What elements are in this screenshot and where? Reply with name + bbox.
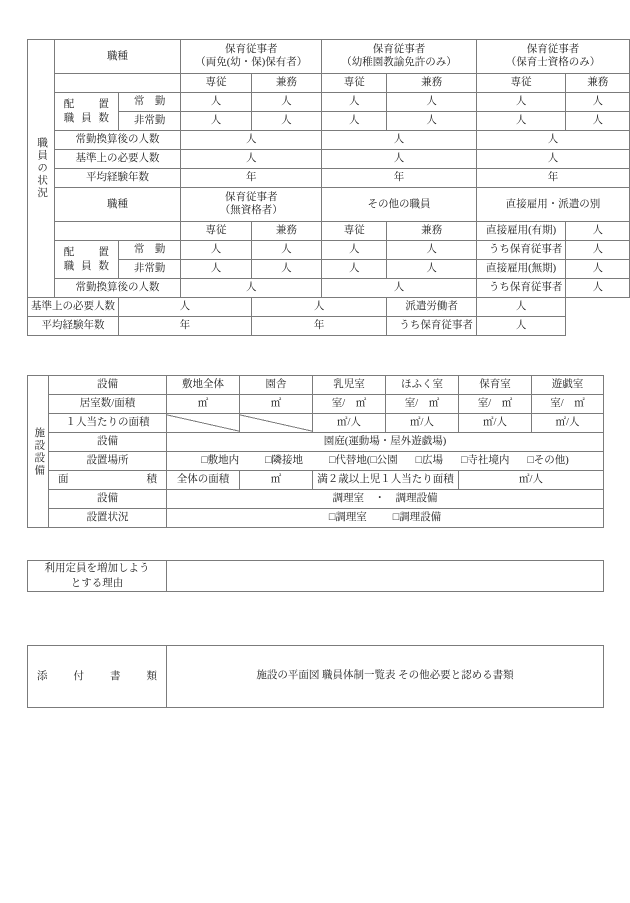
yard-area-total-value[interactable]: ㎡ xyxy=(240,471,313,490)
staff-group2-sub-4: 兼務 xyxy=(387,222,477,241)
staff-group1-row-label-parttime: 非常勤 xyxy=(119,112,181,131)
checkbox-kitchen-equipment[interactable]: □調理設備 xyxy=(392,512,442,524)
yard-area-label: 面 積 xyxy=(49,471,167,490)
staff-g1-parttime-c1[interactable]: 人 xyxy=(181,112,251,131)
staff-group1-type-label: 職種 xyxy=(54,40,181,74)
staff-g1-parttime-c3[interactable]: 人 xyxy=(322,112,387,131)
attachment-table xyxy=(27,645,604,708)
staff-g1-req-v3[interactable]: 人 xyxy=(476,150,629,169)
staff-group2-subheader-blank xyxy=(54,222,181,241)
kitchen-equipment-label: 設備 xyxy=(49,490,167,509)
staff-group2-placement-l2: 職員数 xyxy=(63,260,109,272)
staff-group2-required-label: 基準上の必要人数 xyxy=(28,298,119,317)
staff-g1-fulltime-c3[interactable]: 人 xyxy=(322,93,387,112)
staff-group1-placement-label xyxy=(54,93,118,131)
staff-group2-placement-l1: 配 置 xyxy=(63,247,109,259)
staff-group1-row-label-fulltime: 常 勤 xyxy=(119,93,181,112)
attachment-items: 施設の平面図 職員体制一覧表 その他必要と認める書類 xyxy=(167,646,604,708)
staff-group1-placement-l1: 配 置 xyxy=(63,99,109,111)
staff-g1-fulltime-c4[interactable]: 人 xyxy=(387,93,477,112)
staff-group1-fulltime-row xyxy=(28,93,630,112)
staff-group2-row-label-fulltime: 常 勤 xyxy=(119,241,181,260)
checkbox-adjacent[interactable]: □隣接地 xyxy=(265,455,303,467)
facility-rooms-area-row xyxy=(28,395,604,414)
facility-rooms-infant[interactable]: 室/ ㎡ xyxy=(313,395,386,414)
staff-g2-fte-v2[interactable]: 人 xyxy=(322,279,477,298)
staff-group2-fte-label: 常勤換算後の人数 xyxy=(54,279,181,298)
facility-per-person-label: １人当たりの面積 xyxy=(49,414,167,433)
facility-equipment-table xyxy=(27,375,604,528)
yard-area-row xyxy=(28,471,604,490)
facility-rooms-building[interactable]: ㎡ xyxy=(240,395,313,414)
facility-per-person-row xyxy=(28,414,604,433)
staff-group1-sub-5: 専従 xyxy=(476,74,566,93)
staff-g1-exp-v3[interactable]: 年 xyxy=(476,169,629,188)
staff-group1-required-label: 基準上の必要人数 xyxy=(54,150,181,169)
checkbox-temple-grounds[interactable]: □その他) xyxy=(527,455,569,467)
staff-group1-col3-line2: （保育士資格のみ） xyxy=(505,56,601,68)
employment-value-within-childcare-3[interactable]: 人 xyxy=(476,317,566,336)
staff-g1-parttime-c5[interactable]: 人 xyxy=(476,112,566,131)
facility-per-person-nursery[interactable]: ㎡/人 xyxy=(459,414,532,433)
checkbox-kitchen-room[interactable]: □調理室 xyxy=(328,512,367,524)
staff-group2-type-label: 職種 xyxy=(54,188,181,222)
staff-g2-fte-v1[interactable]: 人 xyxy=(181,279,322,298)
staff-group2-col3-header: 直接雇用・派遣の別 xyxy=(476,188,629,222)
facility-col-building: 園舎 xyxy=(240,376,313,395)
staff-group2-parttime-row xyxy=(28,260,630,279)
checkbox-park[interactable]: □広場 xyxy=(415,455,444,467)
kitchen-status-row xyxy=(28,509,604,528)
reason-label-line1: 利用定員を増加しよう xyxy=(44,563,150,574)
staff-group2-col2-header: その他の職員 xyxy=(322,188,477,222)
facility-col-site: 敷地全体 xyxy=(167,376,240,395)
staff-g2-fulltime-c2[interactable]: 人 xyxy=(251,241,321,260)
employment-label-within-childcare-1: うち保育従事者 xyxy=(476,241,566,260)
facility-rooms-area-label: 居室数/面積 xyxy=(49,395,167,414)
staff-group1-placement-l2: 職員数 xyxy=(63,112,109,124)
kitchen-status-label: 設置状況 xyxy=(49,509,167,528)
staff-g2-req-v1[interactable]: 人 xyxy=(119,298,252,317)
staff-group2-experience-label: 平均経験年数 xyxy=(28,317,119,336)
staff-side-label: 職員の状況 xyxy=(36,137,48,200)
staff-group2-placement-label xyxy=(54,241,118,279)
staff-g1-parttime-c2[interactable]: 人 xyxy=(251,112,321,131)
staff-g1-fulltime-c1[interactable]: 人 xyxy=(181,93,251,112)
facility-col-crawling-room: ほふく室 xyxy=(386,376,459,395)
staff-group1-col2-line1: 保育従事者 xyxy=(372,43,426,55)
yard-area-total-label: 全体の面積 xyxy=(167,471,240,490)
staff-g1-fulltime-c6[interactable]: 人 xyxy=(566,93,630,112)
staff-group1-parttime-row xyxy=(28,112,630,131)
staff-group2-experience-row xyxy=(28,317,630,336)
staff-group2-fulltime-row xyxy=(28,241,630,260)
staff-g2-parttime-c1[interactable]: 人 xyxy=(181,260,251,279)
staff-g1-parttime-c6[interactable]: 人 xyxy=(566,112,630,131)
staff-group2-sub-1: 専従 xyxy=(181,222,251,241)
staff-group1-sub-1: 専従 xyxy=(181,74,251,93)
facility-rooms-playroom[interactable]: 室/ ㎡ xyxy=(532,395,604,414)
staff-g2-fulltime-c3[interactable]: 人 xyxy=(322,241,387,260)
facility-per-person-infant[interactable]: ㎡/人 xyxy=(313,414,386,433)
facility-col-nursery-room: 保育室 xyxy=(459,376,532,395)
checkbox-alternative[interactable]: □代替地(□公園 xyxy=(328,455,398,467)
staff-g2-exp-v2[interactable]: 年 xyxy=(251,317,387,336)
staff-group2-sub-2: 兼務 xyxy=(251,222,321,241)
staff-g1-req-v2[interactable]: 人 xyxy=(322,150,477,169)
staff-g1-fte-v2[interactable]: 人 xyxy=(322,131,477,150)
staff-group1-type-row xyxy=(28,40,630,74)
staff-group1-subheader-row xyxy=(28,74,630,93)
staff-g1-fte-v1[interactable]: 人 xyxy=(181,131,322,150)
facility-rooms-crawling[interactable]: 室/ ㎡ xyxy=(386,395,459,414)
facility-side-label: 施設設備 xyxy=(33,426,45,477)
staff-group1-sub-2: 兼務 xyxy=(251,74,321,93)
staff-g1-fte-v3[interactable]: 人 xyxy=(476,131,629,150)
yard-location-options[interactable] xyxy=(167,452,604,471)
employment-value-dispatched[interactable]: 人 xyxy=(476,298,566,317)
staff-group1-sub-4: 兼務 xyxy=(387,74,477,93)
yard-area-per-child-label: 満２歳以上児１人当たり面積 xyxy=(313,471,459,490)
kitchen-status-options[interactable] xyxy=(167,509,604,528)
staff-group1-fte-label: 常勤換算後の人数 xyxy=(54,131,181,150)
kitchen-equipment-value: 調理室 ・ 調理設備 xyxy=(167,490,604,509)
yard-equipment-label: 設備 xyxy=(49,433,167,452)
staff-group1-col3-header xyxy=(476,40,629,74)
facility-rooms-nursery[interactable]: 室/ ㎡ xyxy=(459,395,532,414)
facility-per-person-building xyxy=(240,414,313,433)
reason-label-line2: とする理由 xyxy=(70,578,124,590)
staff-group2-subheader-row xyxy=(28,222,630,241)
staff-group1-sub-3: 専従 xyxy=(322,74,387,93)
attachment-label: 添 付 書 類 xyxy=(28,646,167,708)
staff-status-table xyxy=(27,39,630,336)
employment-label-direct-indefinite: 直接雇用(無期) xyxy=(476,260,566,279)
staff-group1-subheader-blank xyxy=(54,74,181,93)
facility-equipment-header-row xyxy=(28,376,604,395)
employment-label-within-childcare-3: うち保育従事者 xyxy=(387,317,477,336)
staff-group1-col1-header xyxy=(181,40,322,74)
staff-group2-col1-header xyxy=(181,188,322,222)
employment-value-direct-indefinite[interactable]: 人 xyxy=(566,260,630,279)
yard-equipment-value: 園庭(運動場・屋外遊戯場) xyxy=(167,433,604,452)
employment-label-direct-fixed: 直接雇用(有期) xyxy=(476,222,566,241)
staff-group1-sub-6: 兼務 xyxy=(566,74,630,93)
staff-g1-exp-v2[interactable]: 年 xyxy=(322,169,477,188)
facility-side-label-cell xyxy=(28,376,49,528)
checkbox-plaza[interactable]: □寺社境内 xyxy=(461,455,510,467)
facility-per-person-playroom[interactable]: ㎡/人 xyxy=(532,414,604,433)
staff-g1-req-v1[interactable]: 人 xyxy=(181,150,322,169)
employment-value-direct-fixed[interactable]: 人 xyxy=(566,222,630,241)
staff-g1-fulltime-c2[interactable]: 人 xyxy=(251,93,321,112)
staff-group1-col3-line1: 保育従事者 xyxy=(526,43,580,55)
staff-group2-required-row xyxy=(28,298,630,317)
staff-group1-col1-line2: （両免(幼・保)保有者） xyxy=(195,56,308,68)
staff-group2-sub-3: 専従 xyxy=(322,222,387,241)
staff-g2-parttime-c4[interactable]: 人 xyxy=(387,260,477,279)
facility-col-playroom: 遊戯室 xyxy=(532,376,604,395)
staff-g2-fulltime-c4[interactable]: 人 xyxy=(387,241,477,260)
reason-table xyxy=(27,560,604,592)
employment-label-dispatched: 派遣労働者 xyxy=(387,298,477,317)
reason-row xyxy=(28,561,604,592)
facility-col-infant-room: 乳児室 xyxy=(313,376,386,395)
staff-group2-col1-line1: 保育従事者 xyxy=(224,191,278,203)
facility-per-person-site xyxy=(167,414,240,433)
checkbox-onsite[interactable]: □敷地内 xyxy=(201,455,240,467)
employment-value-within-childcare-1[interactable]: 人 xyxy=(566,241,630,260)
employment-label-within-childcare-2: うち保育従事者 xyxy=(476,279,566,298)
staff-group1-required-row xyxy=(28,150,630,169)
facility-equipment-label: 設備 xyxy=(49,376,167,395)
facility-per-person-crawling[interactable]: ㎡/人 xyxy=(386,414,459,433)
attachment-row xyxy=(28,646,604,708)
staff-group2-col1-line2: （無資格者） xyxy=(219,204,283,216)
staff-g2-fulltime-c1[interactable]: 人 xyxy=(181,241,251,260)
staff-group2-type-row xyxy=(28,188,630,222)
staff-g2-parttime-c3[interactable]: 人 xyxy=(322,260,387,279)
yard-location-row xyxy=(28,452,604,471)
staff-g1-parttime-c4[interactable]: 人 xyxy=(387,112,477,131)
staff-group2-row-label-parttime: 非常勤 xyxy=(119,260,181,279)
staff-group1-fte-row xyxy=(28,131,630,150)
reason-label xyxy=(28,561,167,592)
staff-group1-col1-line1: 保育従事者 xyxy=(224,43,278,55)
yard-equipment-row xyxy=(28,433,604,452)
staff-group1-col2-header xyxy=(322,40,477,74)
yard-area-per-child-value[interactable]: ㎡/人 xyxy=(459,471,604,490)
yard-location-label: 設置場所 xyxy=(49,452,167,471)
staff-g2-parttime-c2[interactable]: 人 xyxy=(251,260,321,279)
facility-rooms-site[interactable]: ㎡ xyxy=(167,395,240,414)
staff-group1-experience-row xyxy=(28,169,630,188)
kitchen-equipment-row xyxy=(28,490,604,509)
staff-g2-exp-v1[interactable]: 年 xyxy=(119,317,252,336)
reason-value[interactable] xyxy=(167,561,604,592)
employment-value-within-childcare-2[interactable]: 人 xyxy=(566,279,630,298)
staff-g1-fulltime-c5[interactable]: 人 xyxy=(476,93,566,112)
staff-group1-experience-label: 平均経験年数 xyxy=(54,169,181,188)
staff-g2-req-v2[interactable]: 人 xyxy=(251,298,387,317)
staff-side-label-cell xyxy=(28,40,55,298)
staff-group1-col2-line2: （幼稚園教諭免許のみ） xyxy=(341,56,457,68)
staff-g1-exp-v1[interactable]: 年 xyxy=(181,169,322,188)
staff-group2-fte-row xyxy=(28,279,630,298)
